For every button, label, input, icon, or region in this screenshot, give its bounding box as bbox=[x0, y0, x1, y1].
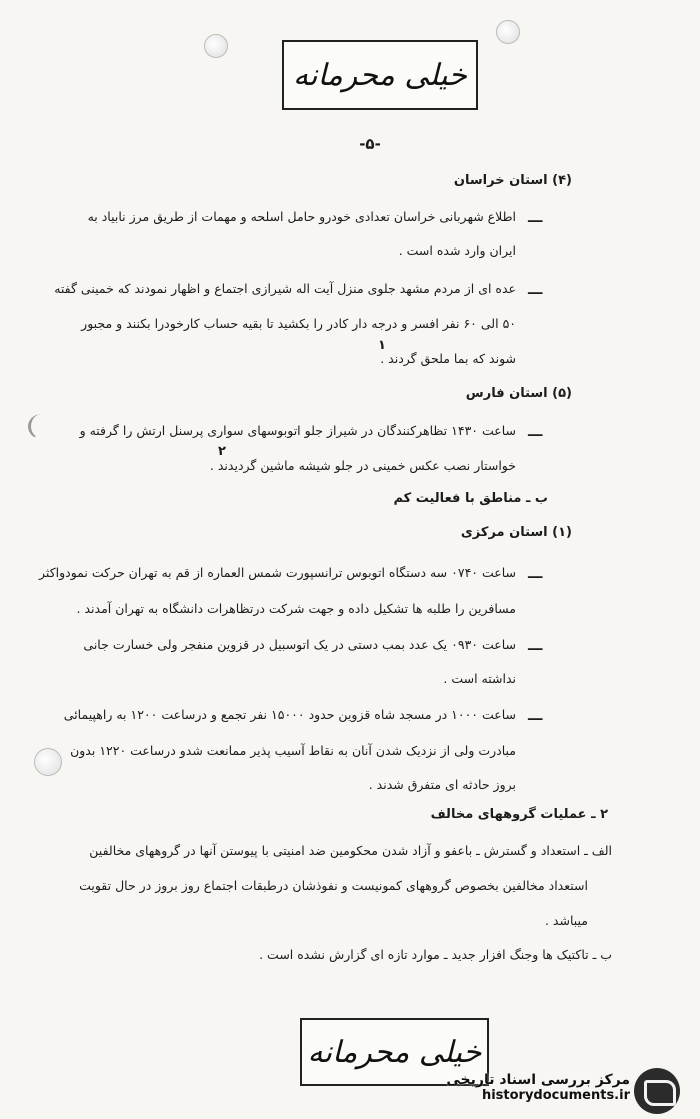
classification-stamp-bottom: خیلی محرمانه bbox=[300, 1018, 489, 1086]
margin-note-mark: ۲ bbox=[218, 444, 226, 459]
text-line: مبادرت ولی از نزدیک شدن آنان به نقاط آسیب پذیر ممانعت شدو درساعت ۱۲۲۰ بدون bbox=[70, 743, 516, 758]
text-line: اطلاع شهربانی خراسان تعدادی خودرو حامل اسلحه و مهمات از طریق مرز نابیاد به bbox=[87, 209, 516, 224]
book-icon bbox=[644, 1080, 676, 1106]
classification-stamp-top: خیلی محرمانه bbox=[282, 40, 478, 110]
text-line: ایران وارد شده است . bbox=[398, 243, 516, 258]
text-line: الف ـ استعداد و گسترش ـ باعفو و آزاد شدن محکومین ضد امنیتی با پیوستن آنها در گروههای مخالفین bbox=[89, 843, 612, 858]
text-line: میباشد . bbox=[544, 913, 588, 928]
text-line: ۵۰ الی ۶۰ نفر افسر و درجه دار کادر را بکشید تا بقیه حساب کارخودرا بکنند و مجبور bbox=[81, 316, 516, 331]
binder-ring-mark bbox=[28, 414, 55, 439]
text-line: استعداد مخالفین بخصوص گروههای کمونیست و نفوذشان درطبقات اجتماع روز بروز در حال تقویت bbox=[79, 878, 588, 893]
text-line: ب ـ تاکتیک ها وجنگ افزار جدید ـ موارد تازه ای گزارش نشده است . bbox=[259, 947, 612, 962]
punch-hole-top-left bbox=[204, 34, 228, 58]
footer-brand bbox=[420, 1072, 630, 1103]
bullet-dash: ـــ bbox=[528, 638, 543, 654]
text-line: ساعت ۱۴۳۰ تظاهرکنندگان در شیراز جلو اتوبوسهای سواری پرسنل ارتش را گرفته و bbox=[79, 423, 516, 438]
section-heading-fars: (۵) استان فارس bbox=[465, 386, 572, 401]
text-line: ساعت ۰۹۳۰ یک عدد بمب دستی در یک اتوسبیل در قزوین منفجر ولی خسارت جانی bbox=[83, 637, 516, 652]
section-heading-markazi: (۱) استان مرکزی bbox=[460, 525, 572, 540]
bullet-dash: ـــ bbox=[528, 282, 543, 298]
bullet-dash: ـــ bbox=[528, 210, 543, 226]
section-heading-opposition: ۲ ـ عملیات گروههای مخالف bbox=[430, 807, 608, 822]
text-line: مسافرین را طلبه ها تشکیل داده و جهت شرکت درتظاهرات دانشگاه به تهران آمدند . bbox=[76, 601, 516, 616]
archive-logo-icon bbox=[634, 1068, 680, 1114]
text-line: شوند که بما ملحق گردند . bbox=[380, 351, 516, 366]
text-line: عده ای از مردم مشهد جلوی منزل آیت اله شیرازی اجتماع و اظهار نمودند که خمینی گفته bbox=[54, 281, 516, 296]
punch-hole-top-right bbox=[496, 20, 520, 44]
text-line: نداشته است . bbox=[443, 671, 516, 686]
punch-hole-left bbox=[34, 748, 62, 776]
footer-url[interactable]: historydocuments.ir bbox=[481, 1088, 630, 1103]
text-line: ساعت ۱۰۰۰ در مسجد شاه قزوین حدود ۱۵۰۰۰ نفر تجمع و درساعت ۱۲۰۰ به راهپیمائی bbox=[63, 707, 516, 722]
section-heading-khorasan: (۴) استان خراسان bbox=[453, 173, 572, 188]
footer-title: مرکز بررسی اسناد تاریخی bbox=[446, 1072, 630, 1088]
bullet-dash: ـــ bbox=[528, 566, 543, 582]
margin-note-mark: ۱ bbox=[378, 338, 386, 353]
text-line: بروز حادثه ای متفرق شدند . bbox=[368, 777, 516, 792]
text-line: خواستار نصب عکس خمینی در جلو شیشه ماشین گردیدند . bbox=[209, 458, 516, 473]
bullet-dash: ـــ bbox=[528, 424, 543, 440]
bullet-dash: ـــ bbox=[528, 708, 543, 724]
section-heading-low-activity: ب ـ مناطق با فعالیت کم bbox=[393, 491, 548, 506]
page-number: -۵- bbox=[359, 135, 381, 153]
text-line: ساعت ۰۷۴۰ سه دستگاه اتوبوس ترانسپورت شمس العماره از قم به تهران حرکت نمودواکثر bbox=[39, 565, 516, 580]
